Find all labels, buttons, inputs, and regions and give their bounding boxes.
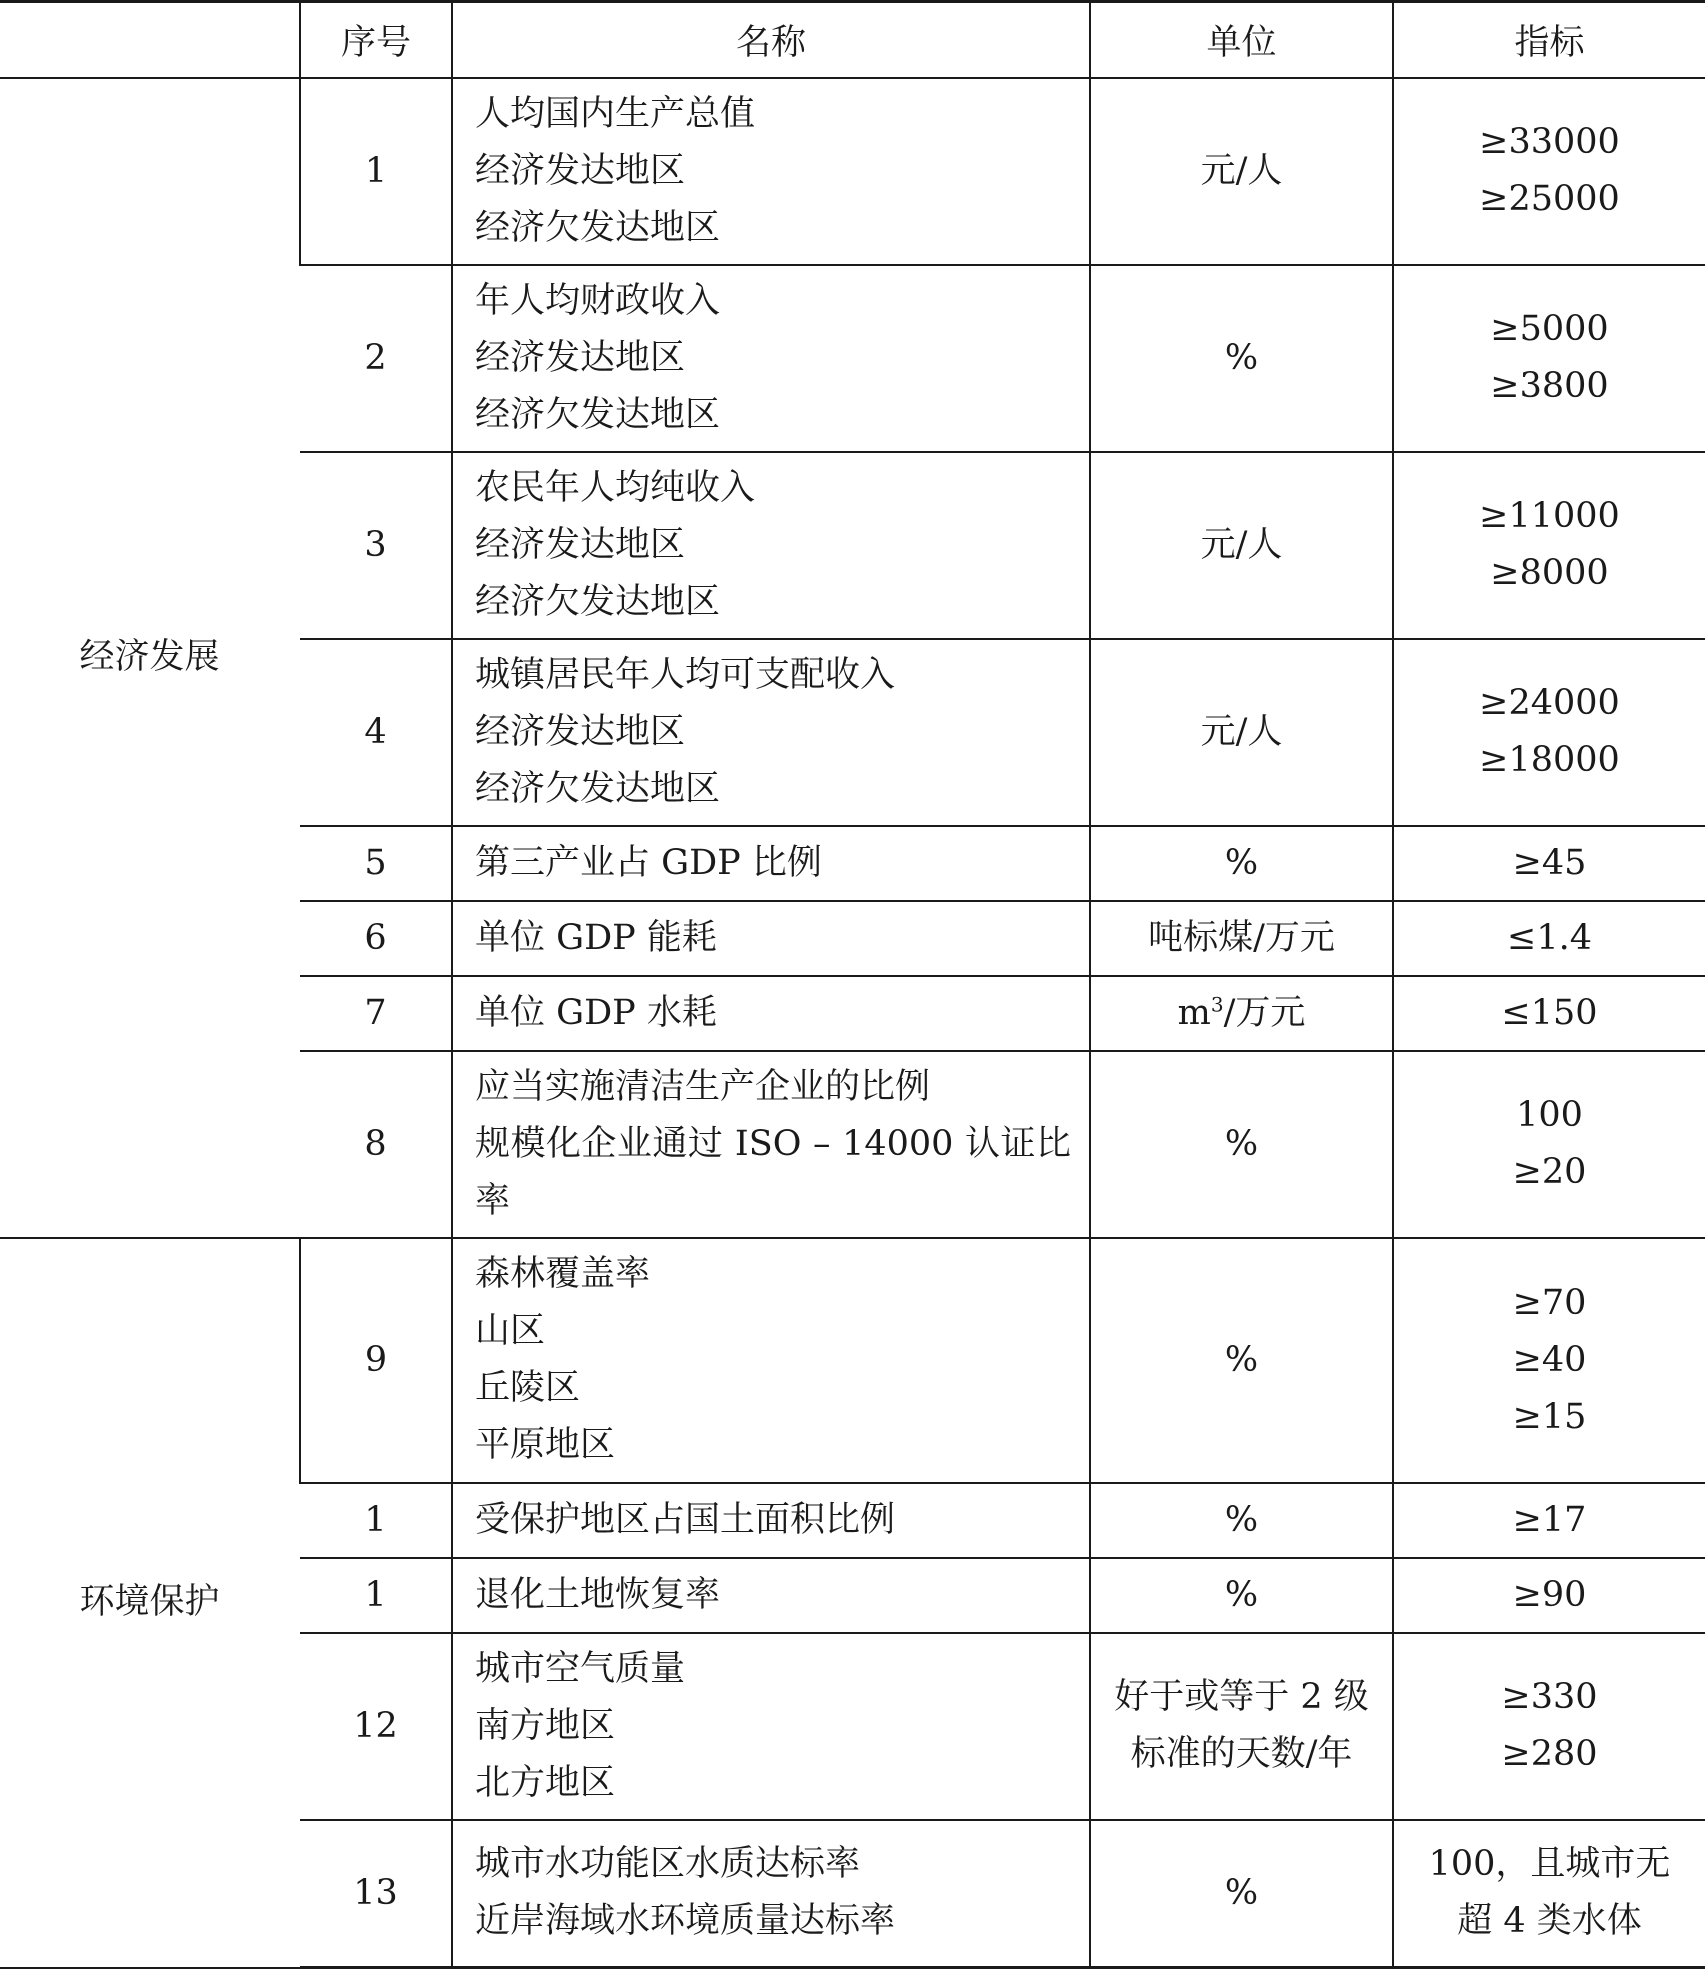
indicator-line: ≥3800 — [1490, 366, 1609, 406]
name-line: 经济欠发达地区 — [475, 394, 721, 435]
row-number: 7 — [300, 976, 452, 1051]
row-indicator — [1393, 639, 1705, 826]
header-indicator: 指标 — [1393, 2, 1705, 78]
row-number: 3 — [300, 452, 452, 639]
indicator-line: ≥5000 — [1490, 309, 1609, 349]
row-indicator — [1393, 901, 1705, 976]
row-number: 4 — [300, 639, 452, 826]
row-name — [452, 1483, 1090, 1558]
indicator-line: ≥11000 — [1479, 496, 1620, 536]
indicator-line: ≥45 — [1512, 842, 1587, 883]
name-line: 近岸海域水环境质量达标率 — [475, 1901, 896, 1942]
row-indicator — [1393, 1051, 1705, 1238]
row-unit — [1090, 1633, 1393, 1820]
row-number: 1 — [300, 1558, 452, 1633]
name-line: 经济发达地区 — [475, 337, 686, 378]
name-line: 单位 GDP 能耗 — [475, 917, 717, 958]
row-name — [452, 826, 1090, 901]
name-line: 南方地区 — [475, 1705, 616, 1746]
name-line: 经济发达地区 — [475, 711, 686, 752]
unit-base: m — [1177, 992, 1211, 1033]
row-unit: % — [1090, 1820, 1393, 1968]
name-line: 人均国内生产总值 — [475, 93, 756, 134]
row-number: 6 — [300, 901, 452, 976]
row-unit — [1090, 976, 1393, 1051]
row-number: 9 — [300, 1238, 452, 1483]
indicator-line: 100 — [1516, 1095, 1583, 1135]
name-line: 经济发达地区 — [475, 524, 686, 565]
indicator-line: ≥40 — [1512, 1339, 1587, 1380]
row-indicator — [1393, 826, 1705, 901]
header-row — [0, 2, 1705, 78]
indicator-line: ≥17 — [1512, 1499, 1587, 1540]
row-indicator — [1393, 976, 1705, 1051]
row-number: 12 — [300, 1633, 452, 1820]
indicator-line: ≥70 — [1512, 1282, 1587, 1323]
indicator-line: ≥25000 — [1479, 179, 1620, 219]
name-line: 规模化企业通过 ISO – 14000 认证比率 — [475, 1123, 1071, 1221]
name-line: 受保护地区占国土面积比例 — [475, 1499, 896, 1540]
indicator-line: ≤1.4 — [1507, 917, 1592, 958]
unit-line: 好于或等于 2 级 — [1114, 1677, 1369, 1717]
row-indicator — [1393, 1238, 1705, 1483]
row-name — [452, 78, 1090, 265]
row-name — [452, 639, 1090, 826]
name-line: 退化土地恢复率 — [475, 1574, 721, 1615]
row-name — [452, 976, 1090, 1051]
indicator-line: ≥15 — [1512, 1396, 1587, 1437]
row-unit: % — [1090, 1238, 1393, 1483]
row-number: 5 — [300, 826, 452, 901]
row-unit: 元/人 — [1090, 78, 1393, 265]
indicator-line: ≥90 — [1512, 1574, 1587, 1615]
row-unit: 元/人 — [1090, 452, 1393, 639]
row-unit: % — [1090, 826, 1393, 901]
indicator-line: ≥8000 — [1490, 553, 1609, 593]
name-line: 森林覆盖率 — [475, 1254, 651, 1294]
row-unit: % — [1090, 1051, 1393, 1238]
unit-line: 标准的天数/年 — [1130, 1734, 1353, 1774]
indicator-line: ≥18000 — [1479, 740, 1620, 780]
row-indicator — [1393, 78, 1705, 265]
name-line: 第三产业占 GDP 比例 — [475, 842, 822, 883]
indicator-line: ≥33000 — [1479, 122, 1620, 162]
indicator-line: ≤150 — [1501, 992, 1598, 1033]
name-line: 经济欠发达地区 — [475, 581, 721, 622]
row-name — [452, 1820, 1090, 1968]
row-name — [452, 265, 1090, 452]
name-line: 经济发达地区 — [475, 150, 686, 191]
indicator-line: ≥280 — [1501, 1734, 1598, 1774]
category-environment: 环境保护 — [0, 1238, 300, 1968]
row-unit: % — [1090, 1558, 1393, 1633]
row-name — [452, 1051, 1090, 1238]
row-unit: % — [1090, 1483, 1393, 1558]
header-name: 名称 — [452, 2, 1090, 78]
name-line: 丘陵区 — [475, 1368, 581, 1408]
name-line: 单位 GDP 水耗 — [475, 992, 717, 1033]
row-indicator — [1393, 452, 1705, 639]
unit-superscript: 3 — [1210, 991, 1224, 1016]
row-name — [452, 901, 1090, 976]
row-number: 1 — [300, 1483, 452, 1558]
row-name — [452, 1558, 1090, 1633]
name-line: 平原地区 — [475, 1425, 616, 1465]
row-name — [452, 1238, 1090, 1483]
row-unit: 吨标煤/万元 — [1090, 901, 1393, 976]
row-name — [452, 1633, 1090, 1820]
header-unit: 单位 — [1090, 2, 1393, 78]
row-unit: 元/人 — [1090, 639, 1393, 826]
name-line: 北方地区 — [475, 1762, 616, 1803]
indicator-line: ≥330 — [1501, 1677, 1598, 1717]
name-line: 经济欠发达地区 — [475, 207, 721, 248]
category-economy: 经济发展 — [0, 78, 300, 1238]
indicator-line: ≥24000 — [1479, 683, 1620, 723]
name-line: 农民年人均纯收入 — [475, 467, 756, 508]
name-line: 城市空气质量 — [475, 1648, 686, 1689]
indicator-line: ≥20 — [1512, 1152, 1587, 1192]
header-category — [0, 2, 300, 78]
row-number: 1 — [300, 78, 452, 265]
table-row — [0, 1238, 1705, 1483]
indicator-line: 超 4 类水体 — [1457, 1901, 1642, 1942]
row-indicator — [1393, 1820, 1705, 1968]
header-number: 序号 — [300, 2, 452, 78]
name-line: 城镇居民年人均可支配收入 — [475, 654, 896, 695]
table-row — [0, 78, 1705, 265]
row-indicator — [1393, 1558, 1705, 1633]
unit-rest: /万元 — [1223, 992, 1306, 1033]
name-line: 城市水功能区水质达标率 — [475, 1844, 861, 1885]
row-name — [452, 452, 1090, 639]
name-line: 年人均财政收入 — [475, 280, 721, 321]
row-number: 8 — [300, 1051, 452, 1238]
name-line: 山区 — [475, 1311, 546, 1351]
row-indicator — [1393, 1483, 1705, 1558]
row-unit: % — [1090, 265, 1393, 452]
row-indicator — [1393, 1633, 1705, 1820]
row-number: 2 — [300, 265, 452, 452]
name-line: 应当实施清洁生产企业的比例 — [475, 1066, 931, 1107]
row-number: 13 — [300, 1820, 452, 1968]
name-line: 经济欠发达地区 — [475, 768, 721, 809]
row-indicator — [1393, 265, 1705, 452]
indicator-line: 100，且城市无 — [1428, 1844, 1671, 1885]
